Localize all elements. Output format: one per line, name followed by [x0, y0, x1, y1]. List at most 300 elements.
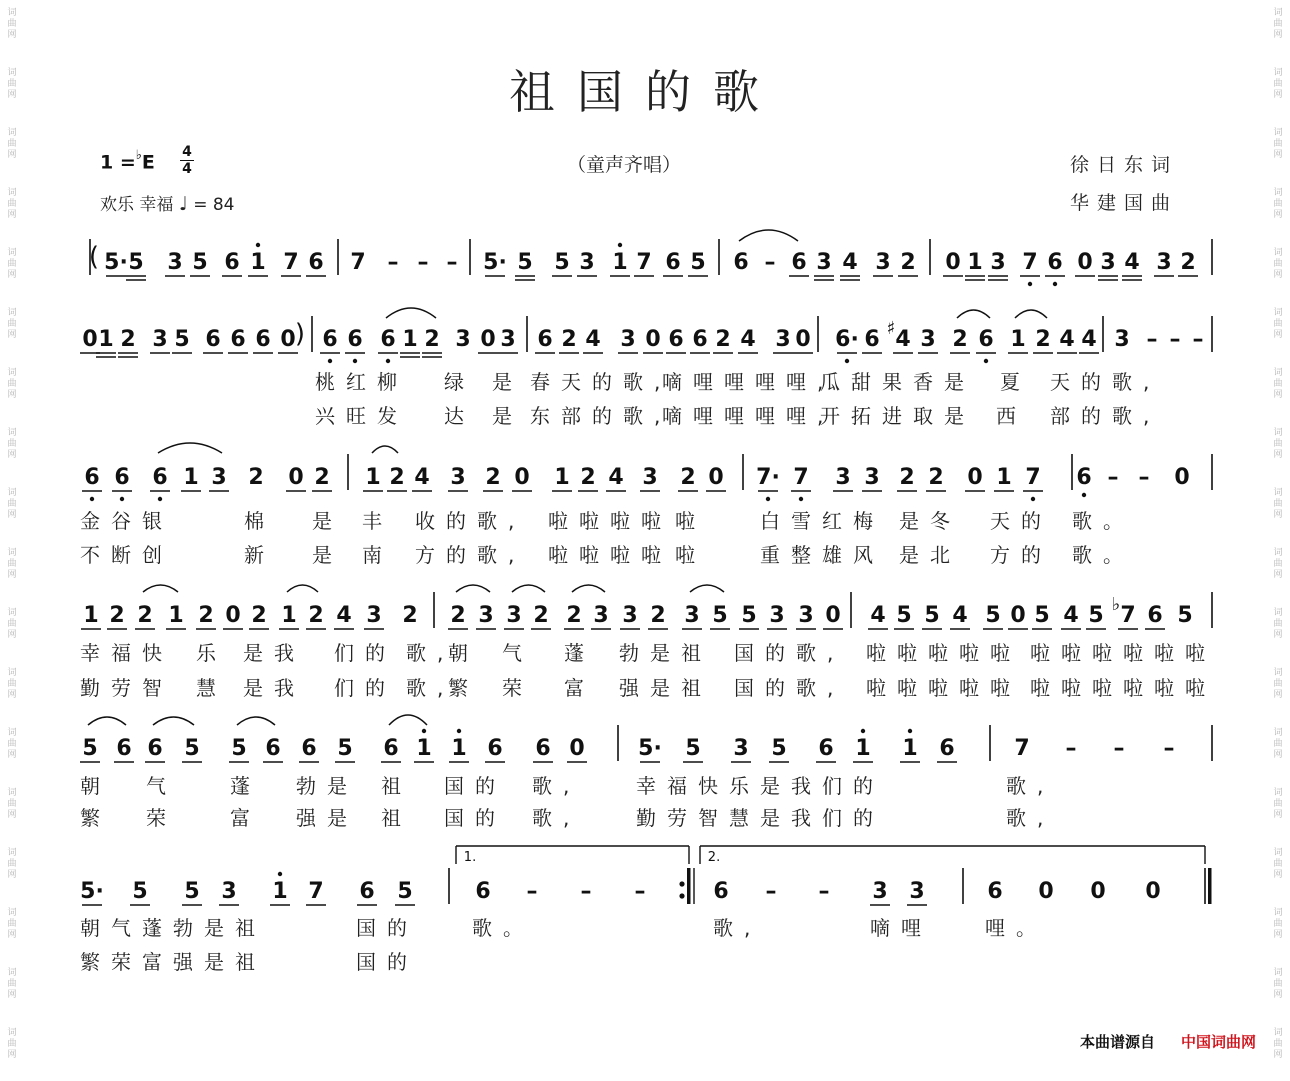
note-digit: 4 — [1059, 327, 1075, 352]
high-octave-dot — [457, 729, 461, 733]
note-digit: 2 — [251, 603, 267, 628]
note-digit: 0 — [288, 465, 304, 490]
note-digit: 1 — [250, 250, 266, 275]
note-digit: 3 — [620, 327, 636, 352]
lyric-segment: 勃是祖 — [619, 641, 712, 665]
low-octave-dot — [766, 497, 770, 501]
lyric-segment: 国的 — [356, 916, 418, 940]
note-digit: 6 — [733, 250, 749, 275]
note-digit: 1 — [902, 736, 918, 761]
note-digit: 2 — [1180, 250, 1196, 275]
note-digit: 5 — [184, 879, 200, 904]
note-digit: 6 — [665, 250, 681, 275]
note-digit: 0 — [1038, 879, 1054, 904]
note-digit: 2 — [1035, 327, 1051, 352]
lyric-segment: 夏 — [1000, 370, 1031, 394]
note-digit: 7 — [1022, 250, 1038, 275]
lyric-segment: 朝 — [80, 774, 111, 798]
lyric-segment: 富 — [564, 676, 595, 700]
lyric-segment: 哩。 — [985, 916, 1047, 940]
note-digit: 2 — [580, 465, 596, 490]
note-digit: 0 — [280, 327, 296, 352]
side-mark-text: 词 曲 网 — [7, 368, 17, 400]
note-digit: 5 — [985, 603, 1001, 628]
note-digit: 0 — [1145, 879, 1161, 904]
paren-close: ) — [294, 319, 306, 349]
note-digit: 3 — [455, 327, 471, 352]
dash-mark: – — [580, 879, 592, 904]
lyric-segment: 蓬 — [564, 641, 595, 665]
note-digit: 5 — [192, 250, 208, 275]
lyric-segment: 歌, — [406, 676, 455, 700]
side-mark-text: 词 曲 网 — [7, 1028, 17, 1060]
note-digit: 2 — [389, 465, 405, 490]
lyric-segment: 国的 — [444, 806, 506, 830]
note-digit: 6 — [535, 736, 551, 761]
lyric-segment: 重整雄风 — [760, 543, 884, 567]
note-digit: 5· — [104, 250, 128, 275]
side-mark-text: 词 曲 网 — [1273, 248, 1283, 280]
lyric-segment: 嘀哩 — [870, 916, 932, 940]
side-mark-text: 词 曲 网 — [7, 848, 17, 880]
lyric-segment: 富 — [230, 806, 261, 830]
ending-label: 2. — [707, 850, 721, 865]
note-digit: 7 — [1120, 603, 1136, 628]
side-mark-text: 词 曲 网 — [1273, 668, 1283, 700]
note-digit: 2 — [566, 603, 582, 628]
note-digit: 6 — [475, 879, 491, 904]
note-digit: 6 — [1047, 250, 1063, 275]
note-digit: 6 — [487, 736, 503, 761]
lyric-segment: 勤劳智 — [80, 676, 173, 700]
dash-mark: – — [764, 250, 776, 275]
side-mark-text: 词 曲 网 — [7, 248, 17, 280]
sharp-sign: ♯ — [886, 318, 896, 339]
note-digit: 0 — [825, 603, 841, 628]
song-title: 祖国的歌 — [509, 65, 781, 119]
note-digit: 6 — [224, 250, 240, 275]
note-digit: 3 — [775, 327, 791, 352]
low-octave-dot — [328, 359, 332, 363]
side-mark-text: 词 曲 网 — [7, 68, 17, 100]
lyric-segment: 棉 — [244, 509, 275, 533]
side-mark-text: 词 曲 网 — [7, 8, 17, 40]
lyric-segment: 歌, — [406, 641, 455, 665]
lyric-segment: 勤劳智慧是我们的 — [636, 806, 884, 830]
note-digit: 5 — [741, 603, 757, 628]
lyric-segment: 啦啦啦啦 — [548, 543, 672, 567]
lyric-segment: 方的 — [990, 543, 1052, 567]
high-octave-dot — [861, 729, 865, 733]
note-digit: 6 — [114, 465, 130, 490]
tempo-value: = 84 — [193, 195, 235, 215]
note-digit: 2 — [680, 465, 696, 490]
ending-label: 1. — [463, 850, 477, 865]
lyric-segment: 白雪红梅 — [760, 509, 884, 533]
repeat-dot — [679, 881, 684, 886]
note-digit: 6 — [301, 736, 317, 761]
note-digit: 0 — [480, 327, 496, 352]
note-digit: 3 — [864, 465, 880, 490]
lyric-segment: 兴旺发 — [315, 404, 408, 428]
lyric-segment: 啦啦啦啦啦啦 — [1030, 676, 1216, 700]
note-digit: 6 — [205, 327, 221, 352]
lyric-segment: 收的歌, — [415, 509, 526, 533]
slur-arc — [456, 585, 490, 592]
dash-mark: – — [417, 250, 429, 275]
note-digit: 3 — [816, 250, 832, 275]
note-digit: 2 — [561, 327, 577, 352]
low-octave-dot — [845, 359, 849, 363]
lyric-segment: 丰 — [362, 509, 393, 533]
lyric-segment: 是 — [492, 404, 523, 428]
repeat-dot — [679, 893, 684, 898]
note-digit: 5 — [128, 250, 144, 275]
note-digit: 1 — [83, 603, 99, 628]
lyric-segment: 是冬 — [899, 509, 961, 533]
source-brand[interactable]: 中国词曲网 — [1180, 1033, 1256, 1051]
note-digit: 7 — [283, 250, 299, 275]
note-digit: 3 — [506, 603, 522, 628]
note-digit: 2 — [952, 327, 968, 352]
note-digit: 2 — [899, 465, 915, 490]
dash-mark: – — [387, 250, 399, 275]
side-mark-text: 词 曲 网 — [7, 968, 17, 1000]
note-digit: 0 — [1077, 250, 1093, 275]
lyric-segment: 们的 — [334, 641, 396, 665]
lyric-segment: 歌, — [713, 916, 762, 940]
dash-mark: – — [1138, 465, 1150, 490]
side-mark-text: 词 曲 网 — [7, 908, 17, 940]
side-mark-text: 词 曲 网 — [1273, 908, 1283, 940]
note-digit: 7 — [350, 250, 366, 275]
lyric-segment: 歌。 — [1072, 509, 1134, 533]
high-octave-dot — [618, 243, 622, 247]
note-digit: 3 — [835, 465, 851, 490]
side-mark-text: 词 曲 网 — [1273, 308, 1283, 340]
lyric-segment: 东部的歌, — [530, 404, 672, 428]
note-digit: 6 — [265, 736, 281, 761]
note-digit: 5 — [132, 879, 148, 904]
dash-mark: – — [1163, 736, 1175, 761]
note-digit: 7· — [756, 465, 780, 490]
side-mark-text: 词 曲 网 — [1273, 548, 1283, 580]
lyric-segment: 荣 — [146, 806, 177, 830]
note-digit: 0 — [1010, 603, 1026, 628]
lyric-segment: 幸福快乐是我们的 — [636, 774, 884, 798]
dash-mark: – — [1113, 736, 1125, 761]
lyric-segment: 朝气蓬勃是祖 — [80, 916, 266, 940]
note-digit: 5 — [712, 603, 728, 628]
side-mark-text: 词 曲 网 — [1273, 848, 1283, 880]
low-octave-dot — [158, 497, 162, 501]
slur-arc — [690, 585, 724, 592]
side-mark-text: 词 曲 网 — [7, 128, 17, 160]
low-octave-dot — [799, 497, 803, 501]
note-digit: 3 — [920, 327, 936, 352]
note-digit: 3 — [684, 603, 700, 628]
note-digit: 6 — [230, 327, 246, 352]
note-digit: 5 — [1034, 603, 1050, 628]
side-mark-text: 词 曲 网 — [1273, 8, 1283, 40]
time-denominator: 4 — [182, 161, 192, 177]
lyric-segment: 南 — [362, 543, 393, 567]
side-mark-text: 词 曲 网 — [7, 608, 17, 640]
lyric-segment: 嘀哩哩哩哩, — [662, 370, 835, 394]
note-digit: 1 — [1010, 327, 1026, 352]
note-digit: 7 — [308, 879, 324, 904]
note-digit: 7 — [1025, 465, 1041, 490]
lyric-segment: 歌, — [1006, 774, 1055, 798]
lyric-segment: 朝 — [448, 641, 479, 665]
paren-open: ( — [88, 242, 100, 272]
lyric-segment: 气 — [502, 641, 533, 665]
note-digit: 5 — [685, 736, 701, 761]
note-digit: 3 — [579, 250, 595, 275]
lyric-segment: 祖 — [381, 806, 412, 830]
note-digit: 3 — [211, 465, 227, 490]
note-digit: 6 — [713, 879, 729, 904]
lyric-segment: 蓬 — [230, 774, 261, 798]
note-digit: 1 — [272, 879, 288, 904]
note-digit: 5· — [483, 250, 507, 275]
note-digit: 2 — [314, 465, 330, 490]
note-digit: 4 — [414, 465, 430, 490]
lyric-segment: 勃是 — [296, 774, 358, 798]
side-mark-text: 词 曲 网 — [7, 428, 17, 460]
dash-mark: – — [1107, 465, 1119, 490]
note-digit: 4 — [336, 603, 352, 628]
low-octave-dot — [1028, 282, 1032, 286]
note-digit: 2 — [402, 603, 418, 628]
note-digit: 5 — [1177, 603, 1193, 628]
slur-arc — [372, 446, 398, 453]
note-digit: 4 — [740, 327, 756, 352]
note-digit: 3 — [622, 603, 638, 628]
slur-arc — [389, 715, 427, 725]
low-octave-dot — [1031, 497, 1035, 501]
lyric-segment: 新 — [244, 543, 275, 567]
note-digit: 4 — [585, 327, 601, 352]
lyric-segment: 啦啦啦啦啦 — [866, 641, 1021, 665]
note-digit: 6 — [347, 327, 363, 352]
note-digit: 2 — [109, 603, 125, 628]
note-digit: 3 — [990, 250, 1006, 275]
note-digit: 2 — [120, 327, 136, 352]
side-mark-text: 词 曲 网 — [1273, 368, 1283, 400]
lyric-segment: 嘀哩哩哩哩, — [662, 404, 835, 428]
lyric-segment: 乐 — [196, 641, 227, 665]
note-digit: 0 — [225, 603, 241, 628]
lyric-segment: 天的歌, — [1050, 370, 1161, 394]
note-digit: 3 — [167, 250, 183, 275]
key-flat: ♭ — [135, 148, 142, 163]
note-digit: 6 — [864, 327, 880, 352]
slur-arc — [287, 585, 318, 592]
note-digit: 6 — [1147, 603, 1163, 628]
note-digit: 5 — [924, 603, 940, 628]
note-digit: 1 — [855, 736, 871, 761]
note-digit: 6 — [791, 250, 807, 275]
note-digit: 2 — [928, 465, 944, 490]
note-digit: 7 — [793, 465, 809, 490]
dash-mark: – — [1169, 327, 1181, 352]
lyric-segment: 国的 — [356, 950, 418, 974]
note-digit: 2 — [533, 603, 549, 628]
note-digit: 6 — [1076, 465, 1092, 490]
lyric-segment: 歌, — [1006, 806, 1055, 830]
composer: 华建国曲 — [1070, 192, 1179, 214]
note-digit: 6 — [987, 879, 1003, 904]
dash-mark: – — [765, 879, 777, 904]
high-octave-dot — [256, 243, 260, 247]
lyric-segment: 啦 — [675, 543, 706, 567]
key-note: E — [141, 151, 155, 174]
dash-mark: – — [1192, 327, 1204, 352]
note-digit: 6 — [152, 465, 168, 490]
side-mark-text: 词 曲 网 — [1273, 728, 1283, 760]
high-octave-dot — [278, 872, 282, 876]
lyric-segment: 是北 — [899, 543, 961, 567]
note-digit: 5 — [517, 250, 533, 275]
slur-arc — [237, 717, 275, 725]
note-digit: 3 — [593, 603, 609, 628]
note-digit: 1 — [451, 736, 467, 761]
note-digit: 1 — [416, 736, 432, 761]
note-digit: 3 — [1156, 250, 1172, 275]
lyric-segment: 西 — [996, 404, 1027, 428]
note-digit: 0 — [945, 250, 961, 275]
tempo-text: 欢乐 幸福 — [100, 195, 174, 215]
lyric-segment: 达 — [444, 404, 475, 428]
lyric-segment: 部的歌, — [1050, 404, 1161, 428]
note-digit: 3 — [733, 736, 749, 761]
lyric-segment: 气 — [146, 774, 177, 798]
flat-sign: ♭ — [1111, 594, 1121, 615]
lyric-segment: 不断创 — [80, 543, 173, 567]
lyric-segment: 开拓进取是 — [820, 404, 975, 428]
lyric-segment: 桃红柳 — [315, 370, 408, 394]
note-digit: 6 — [383, 736, 399, 761]
note-digit: 4 — [842, 250, 858, 275]
note-digit: 1 — [967, 250, 983, 275]
note-digit: 2 — [248, 465, 264, 490]
lyric-segment: 繁 — [80, 806, 111, 830]
note-digit: 6 — [322, 327, 338, 352]
side-mark-text: 词 曲 网 — [7, 668, 17, 700]
lyric-segment: 是 — [312, 543, 343, 567]
side-mark-text: 词 曲 网 — [7, 188, 17, 220]
note-digit: 3 — [769, 603, 785, 628]
time-numerator: 4 — [182, 144, 192, 160]
side-mark-text: 词 曲 网 — [1273, 608, 1283, 640]
slur-arc — [153, 717, 194, 725]
note-digit: 0 — [1174, 465, 1190, 490]
note-digit: 6 — [84, 465, 100, 490]
side-mark-text: 词 曲 网 — [1273, 488, 1283, 520]
high-octave-dot — [422, 729, 426, 733]
side-mark-text: 词 曲 网 — [7, 488, 17, 520]
note-digit: 1 — [996, 465, 1012, 490]
note-digit: 1 — [365, 465, 381, 490]
side-mark-text: 词 曲 网 — [1273, 128, 1283, 160]
dash-mark: – — [634, 879, 646, 904]
low-octave-dot — [353, 359, 357, 363]
note-digit: 2 — [198, 603, 214, 628]
note-digit: 6 — [692, 327, 708, 352]
note-digit: 3 — [450, 465, 466, 490]
note-digit: 5 — [337, 736, 353, 761]
note-digit: 5 — [690, 250, 706, 275]
note-digit: 4 — [1081, 327, 1097, 352]
note-digit: 5 — [231, 736, 247, 761]
note-digit: 6 — [147, 736, 163, 761]
lyric-segment: 是我 — [243, 676, 305, 700]
lyric-segment: 是 — [312, 509, 343, 533]
note-digit: 5 — [771, 736, 787, 761]
note-digit: 6 — [308, 250, 324, 275]
note-digit: 3 — [798, 603, 814, 628]
low-octave-dot — [984, 359, 988, 363]
note-digit: 6 — [978, 327, 994, 352]
repeat-barline — [687, 868, 691, 904]
note-digit: 3 — [642, 465, 658, 490]
note-digit: 5 — [1088, 603, 1104, 628]
note-digit: 5· — [80, 879, 104, 904]
note-digit: 3 — [221, 879, 237, 904]
note-digit: 0 — [82, 327, 98, 352]
note-digit: 4 — [608, 465, 624, 490]
note-digit: 2 — [485, 465, 501, 490]
note-digit: 5 — [184, 736, 200, 761]
note-digit: 3 — [909, 879, 925, 904]
low-octave-dot — [90, 497, 94, 501]
lyricist: 徐日东词 — [1070, 154, 1179, 176]
note-digit: 1 — [402, 327, 418, 352]
lyric-segment: 方的歌, — [415, 543, 526, 567]
note-digit: 5 — [174, 327, 190, 352]
key-prefix: 1 = — [100, 151, 136, 174]
source-label: 本曲谱源自 — [1079, 1033, 1155, 1051]
note-digit: 3 — [872, 879, 888, 904]
note-digit: 2 — [424, 327, 440, 352]
note-digit: 1 — [98, 327, 114, 352]
note-digit: 0 — [645, 327, 661, 352]
note-digit: 3 — [478, 603, 494, 628]
side-mark-text: 词 曲 网 — [1273, 188, 1283, 220]
lyric-segment: 强是 — [296, 806, 358, 830]
lyric-segment: 瓜甜果香是 — [820, 370, 975, 394]
lyric-segment: 歌。 — [472, 916, 534, 940]
lyric-segment: 强是祖 — [619, 676, 712, 700]
final-barline — [1208, 868, 1212, 904]
slur-arc — [739, 230, 798, 241]
slur-arc — [957, 310, 990, 318]
note-digit: 1 — [612, 250, 628, 275]
note-digit: 0 — [967, 465, 983, 490]
slur-arc — [512, 585, 545, 592]
slur-arc — [143, 585, 178, 592]
lyric-segment: 国的 — [444, 774, 506, 798]
lyric-segment: 歌, — [532, 774, 581, 798]
note-digit: 5 — [82, 736, 98, 761]
note-digit: 1 — [554, 465, 570, 490]
note-digit: 4 — [870, 603, 886, 628]
dash-mark: – — [446, 250, 458, 275]
lyric-segment: 繁 — [448, 676, 479, 700]
note-digit: 1 — [183, 465, 199, 490]
lyric-segment: 啦啦啦啦啦啦 — [1030, 641, 1216, 665]
